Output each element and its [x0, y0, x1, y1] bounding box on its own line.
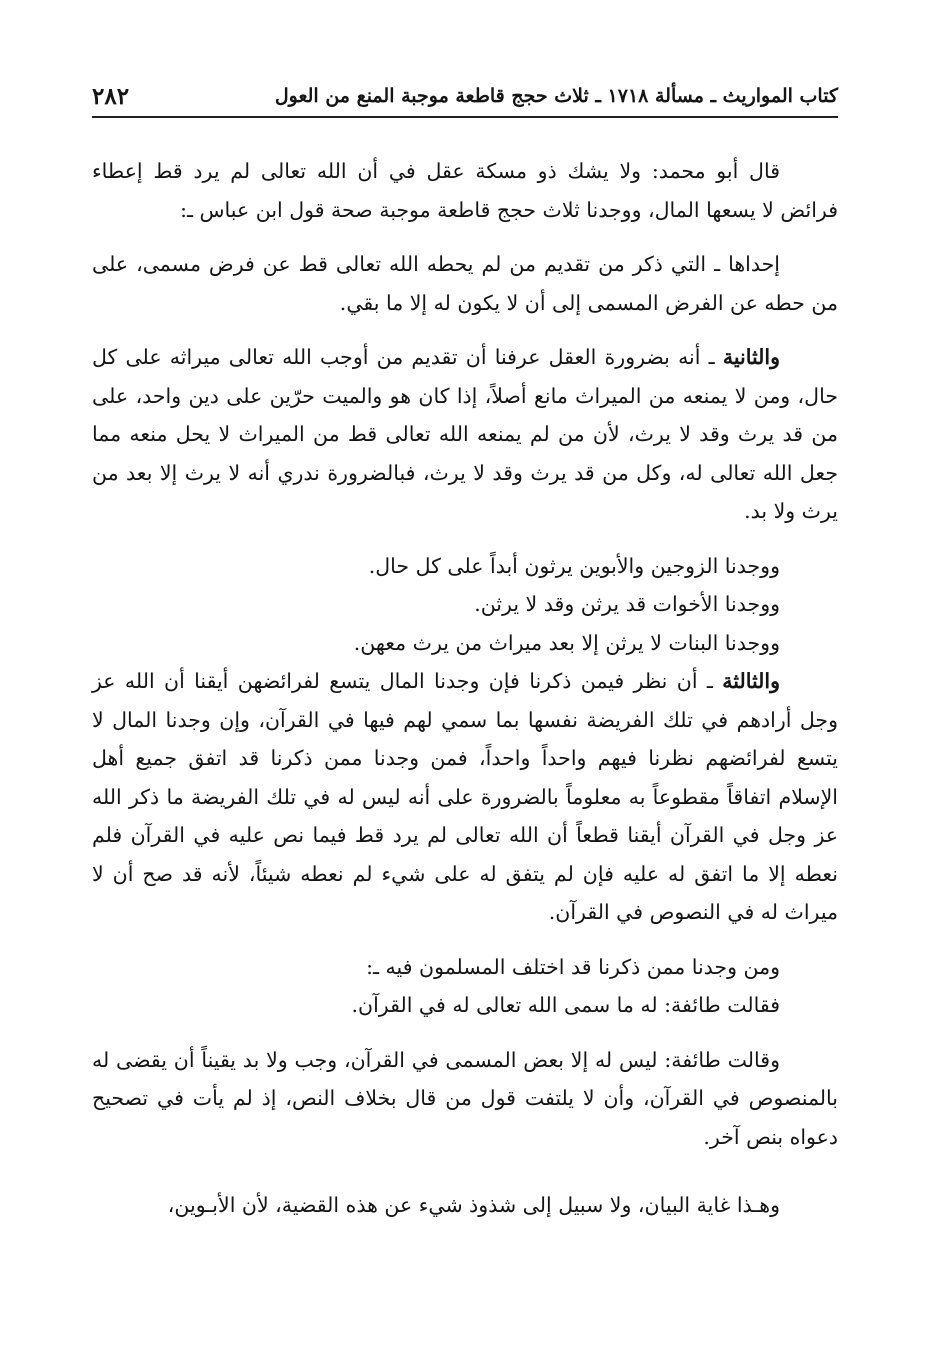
paragraph-first-group: فقالت طائفة: له ما سمى الله تعالى له في القرآن. [351, 993, 780, 1017]
paragraph-first-argument: إحداها ـ التي ذكر من تقديم من لم يحطه الله تعالى قط عن فرض مسمى، على من حطه عن الفرض المسمى إلى أن لا يكون له إلا ما بقي. [92, 252, 838, 315]
paragraph-spouses: ووجدنا الزوجين والأبوين يرثون أبداً على كل حال. [368, 553, 780, 578]
paragraph-intro: قال أبو محمد: ولا يشك ذو مسكة عقل في أن الله تعالى لم يرد قط إعطاء فرائض لا يسعها المال، ووجدنا ثلاث حجج قاطعة موجبة صحة قول ابن عباس ـ: [92, 159, 838, 222]
paragraph-conclusion: وهـذا غاية البيان، ولا سبيل إلى شذوذ شيء عن هذه القضية، لأن الأبـوين، [167, 1193, 780, 1217]
paragraph-second-group: وقالت طائفة: ليس له إلا بعض المسمى في القرآن، وجب ولا بد يقيناً أن يقضى له بالمنصوص في القرآن، وأن لا يلتفت قول من قال بخلاف النص، إذ لم يأت في تصحيح دعواه بنص آخر. [92, 1047, 838, 1149]
page-header [92, 76, 838, 118]
paragraph-disagreement: ومن وجدنا ممن ذكرنا قد اختلف المسلمون فيه ـ: [366, 954, 780, 979]
paragraph-third-argument: والثالثة ـ أن نظر فيمن ذكرنا فإن وجدنا المال يتسع لفرائضهن أيقنا أن الله عز وجل أرادهم في تلك الفريضة نفسها بما سمي لهم فيها في القرآن، وإن وجدنا المال لا يتسع لفرائضهم نظرنا فيهم واحداً واحداً، فمن وجدنا ممن ذكرنا قد اتفق جميع أهل الإسلام اتفاقاً مقطوعاً به معلوماً بالضرورة على أنه ليس له في تلك الفريضة ما ذكر الله عز وجل في القرآن أيقنا قطعاً أن الله تعالى لم يرد قط فيما نص عليه في القرآن فلم نعطه إلا ما اتفق له عليه فإن لم يتفق له على شيء لم نعطه شيئاً، لأنه قد صح أن لا ميراث له في النصوص في القرآن. [92, 669, 838, 924]
page-number: ٢٨٢ [92, 82, 130, 110]
paragraph-daughters: ووجدنا البنات لا يرثن إلا بعد ميراث من يرث معهن. [353, 630, 780, 655]
paragraph-sisters: ووجدنا الأخوات قد يرثن وقد لا يرثن. [474, 592, 780, 616]
paragraph-second-argument: والثانية ـ أنه بضرورة العقل عرفنا أن تقديم من أوجب الله تعالى ميراثه على كل حال، ومن لا يمنعه من الميراث مانع أصلاً، إذا كان هو والميت حرّين على دين واحد، على من قد يرث وقد لا يرث، لأن من لم يمنعه الله تعالى قط من الميراث لا يحل منعه مما جعل الله تعالى له، وكل من قد يرث وقد لا يرث، فبالضرورة ندري أنه لا يرث إلا بعد من يرث ولا بد. [92, 345, 838, 523]
page-body [92, 152, 838, 1231]
running-title: كتاب المواريث ـ مسألة ١٧١٨ ـ ثلاث حجج قاطعة موجبة المنع من العول [274, 85, 838, 107]
